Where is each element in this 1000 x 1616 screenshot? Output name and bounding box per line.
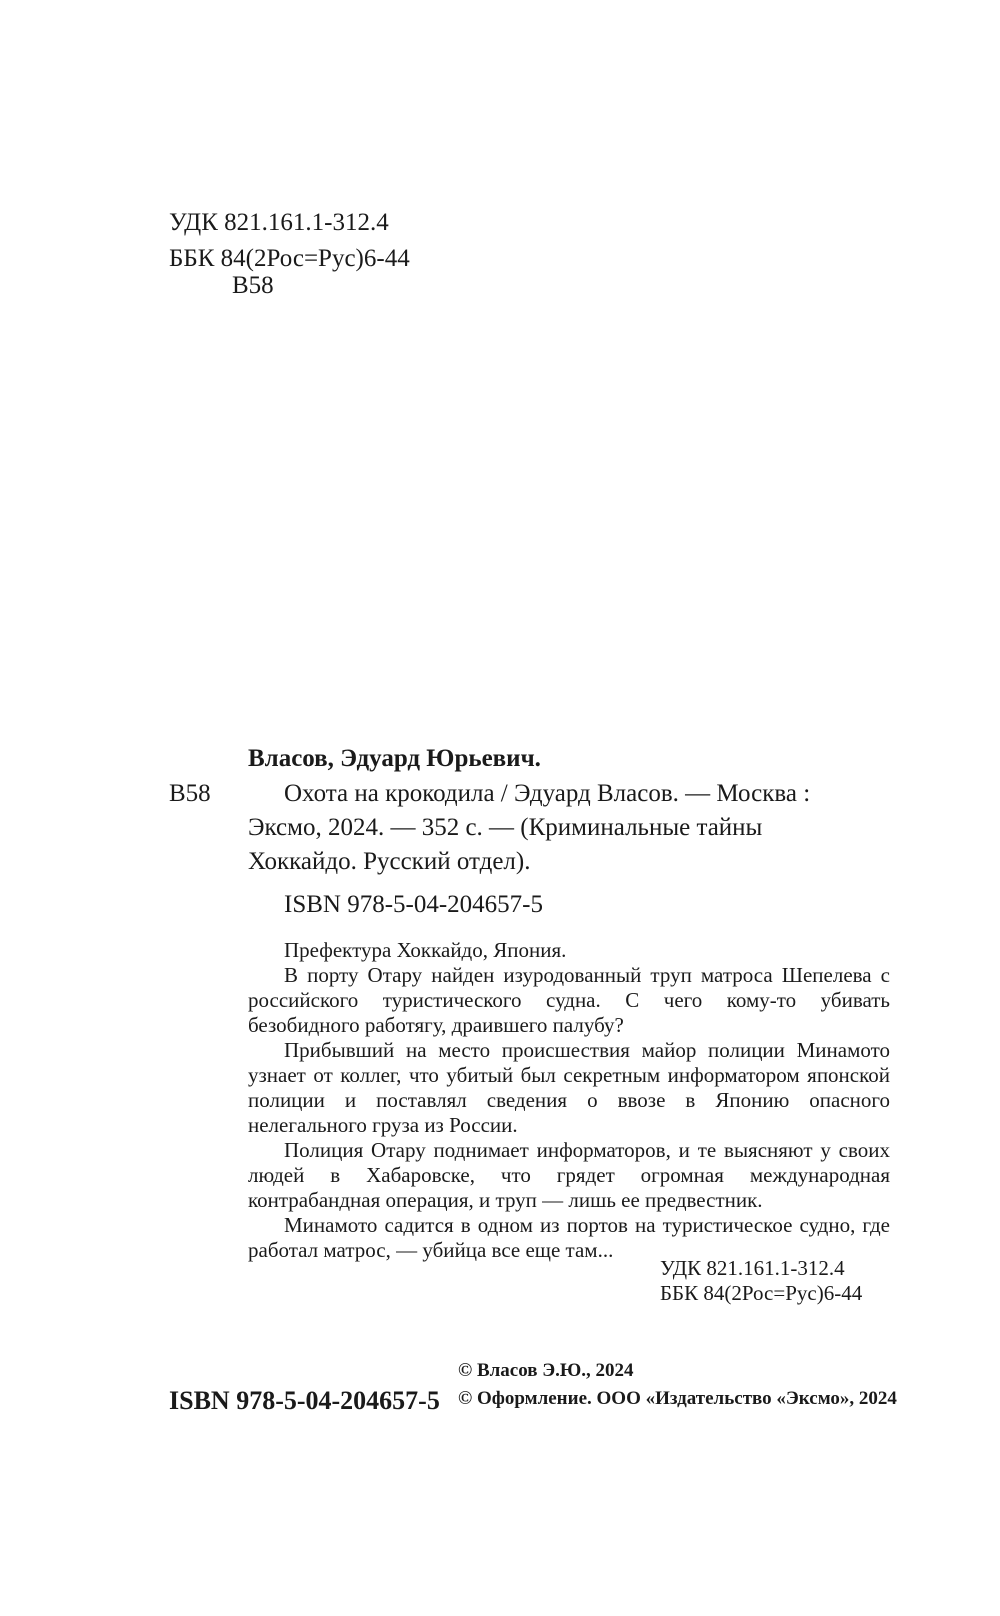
bbk-classification: ББК 84(2Рос=Рус)6-44 [169,245,410,272]
annotation-paragraph: Минамото садится в одном из портов на туристическое судно, где работал матрос, — убийца все еще там... [248,1213,890,1262]
annotation-bbk: ББК 84(2Рос=Рус)6-44 [660,1281,863,1305]
catalog-isbn: ISBN 978-5-04-204657-5 [284,891,544,918]
annotation-paragraph: В порту Отару найден изуродованный труп матроса Шепелева с российского туристического судна. С чего кому-то убивать безобидного работягу, драившего палубу? [248,963,890,1037]
author-code: В58 [232,272,274,299]
title-line: Хоккайдо. Русский отдел). [248,848,531,875]
udk-classification: УДК 821.161.1-312.4 [169,209,389,236]
annotation-paragraph: Полиция Отару поднимает информаторов, и те выясняют у своих людей в Хабаровске, что грядет огромная международная контрабандная операция, и труп — лишь ее предвестник. [248,1138,890,1212]
catalog-author-code: В58 [169,780,211,807]
copyright-author: © Власов Э.Ю., 2024 [458,1360,634,1381]
annotation-paragraph: Прибывший на место происшествия майор полиции Минамото узнает от коллег, что убитый был секретным информатором японской полиции и поставлял сведения о ввозе в Японию опасного нелегального груза из России. [248,1038,890,1137]
annotation-paragraph: Префектура Хоккайдо, Япония. [284,938,567,962]
title-line: Эксмо, 2024. — 352 с. — (Криминальные тайны [248,814,763,841]
title-line: Охота на крокодила / Эдуард Власов. — Москва : [284,780,811,807]
catalog-author: Власов, Эдуард Юрьевич. [248,745,541,772]
annotation-udk: УДК 821.161.1-312.4 [660,1256,845,1280]
catalog-title-description [248,777,890,879]
copyright-design: © Оформление. ООО «Издательство «Эксмо», 2024 [458,1388,897,1409]
annotation [248,938,890,1263]
footer-isbn: ISBN 978-5-04-204657-5 [169,1386,440,1415]
